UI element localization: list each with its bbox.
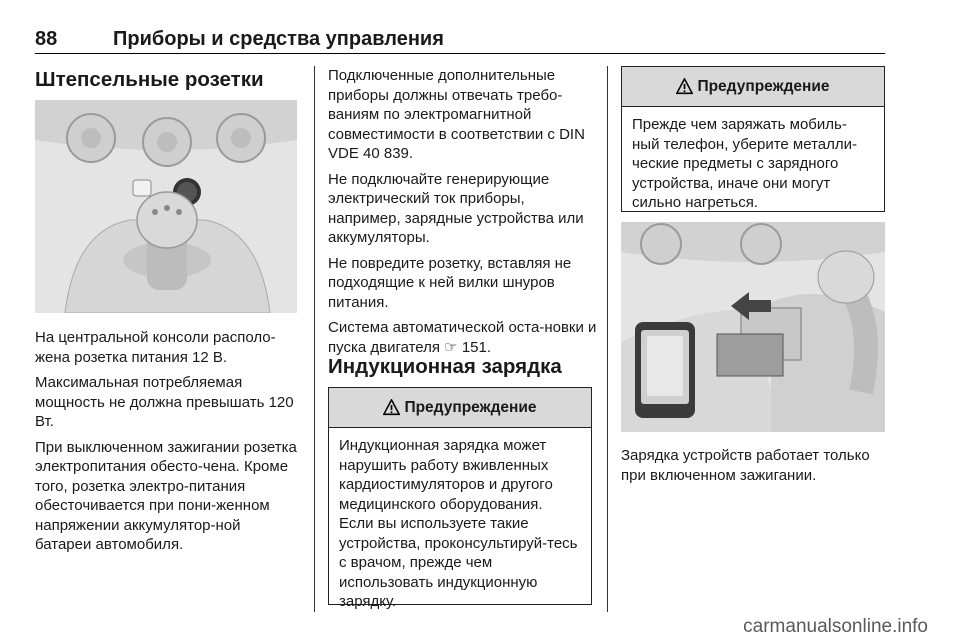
paragraph: Не подключайте генерирующие электрический ток приборы, например, зарядные устройства или аккумуляторы. [328, 170, 584, 246]
chapter-title: Приборы и средства управления [113, 28, 444, 50]
column-2-text [328, 66, 598, 363]
page-header [35, 26, 885, 54]
paragraph: Максимальная потребляемая мощность не должна превышать 120 Вт. [35, 374, 294, 430]
paragraph: Подключенные дополнительные приборы должны отвечать требо-ваниям по электромагнитной совместимости в соответствии с DIN VDE 40 839. [328, 67, 585, 162]
column-3-text [621, 446, 891, 491]
warning-text: Индукционная зарядка может нарушить работу вживленных кардиостимуляторов и другого медицинского оборудования. Если вы используете такие устройства, проконсультируй-тесь с врачом, прежде чем использовать индукционную зарядку. [339, 437, 578, 610]
warning-text: Прежде чем заряжать мобиль-ный телефон, уберите металли-ческие предметы с зарядного устройства, иначе они могут сильно нагреться. [632, 116, 857, 211]
console-socket-illustration [35, 100, 297, 313]
warning-header [622, 67, 884, 107]
warning-box-phone [621, 66, 885, 212]
warning-triangle-icon [676, 78, 693, 95]
section-heading-sockets: Штепсельные розетки [35, 68, 264, 91]
paragraph: При выключенном зажигании розетка электропитания обесто-чена. Кроме того, розетка электро-питания обесточивается при пони-женном напряжении аккумулятор-ной батареи автомобиля. [35, 438, 297, 553]
illustration-caption: Зарядка устройств работает только при включенном зажигании. [621, 447, 870, 484]
paragraph: Не повредите розетку, вставляя не подходящие к ней вилки шнуров питания. [328, 254, 572, 311]
section-heading-induction: Индукционная зарядка [328, 355, 562, 378]
paragraph: Система автоматической оста-новки и пуска двигателя ☞ 151. [328, 319, 597, 356]
warning-triangle-icon [383, 399, 400, 416]
column-divider [607, 66, 608, 612]
page-number: 88 [35, 28, 58, 50]
paragraph: На центральной консоли располо-жена розетка питания 12 В. [35, 329, 276, 366]
column-divider [314, 66, 315, 612]
watermark: carmanualsonline.info [743, 616, 928, 637]
warning-title: Предупреждение [697, 77, 830, 95]
column-1-text [35, 328, 301, 561]
warning-title: Предупреждение [404, 398, 537, 416]
warning-box-induction [328, 387, 592, 610]
warning-header [329, 388, 591, 428]
wireless-charging-illustration [621, 222, 885, 432]
